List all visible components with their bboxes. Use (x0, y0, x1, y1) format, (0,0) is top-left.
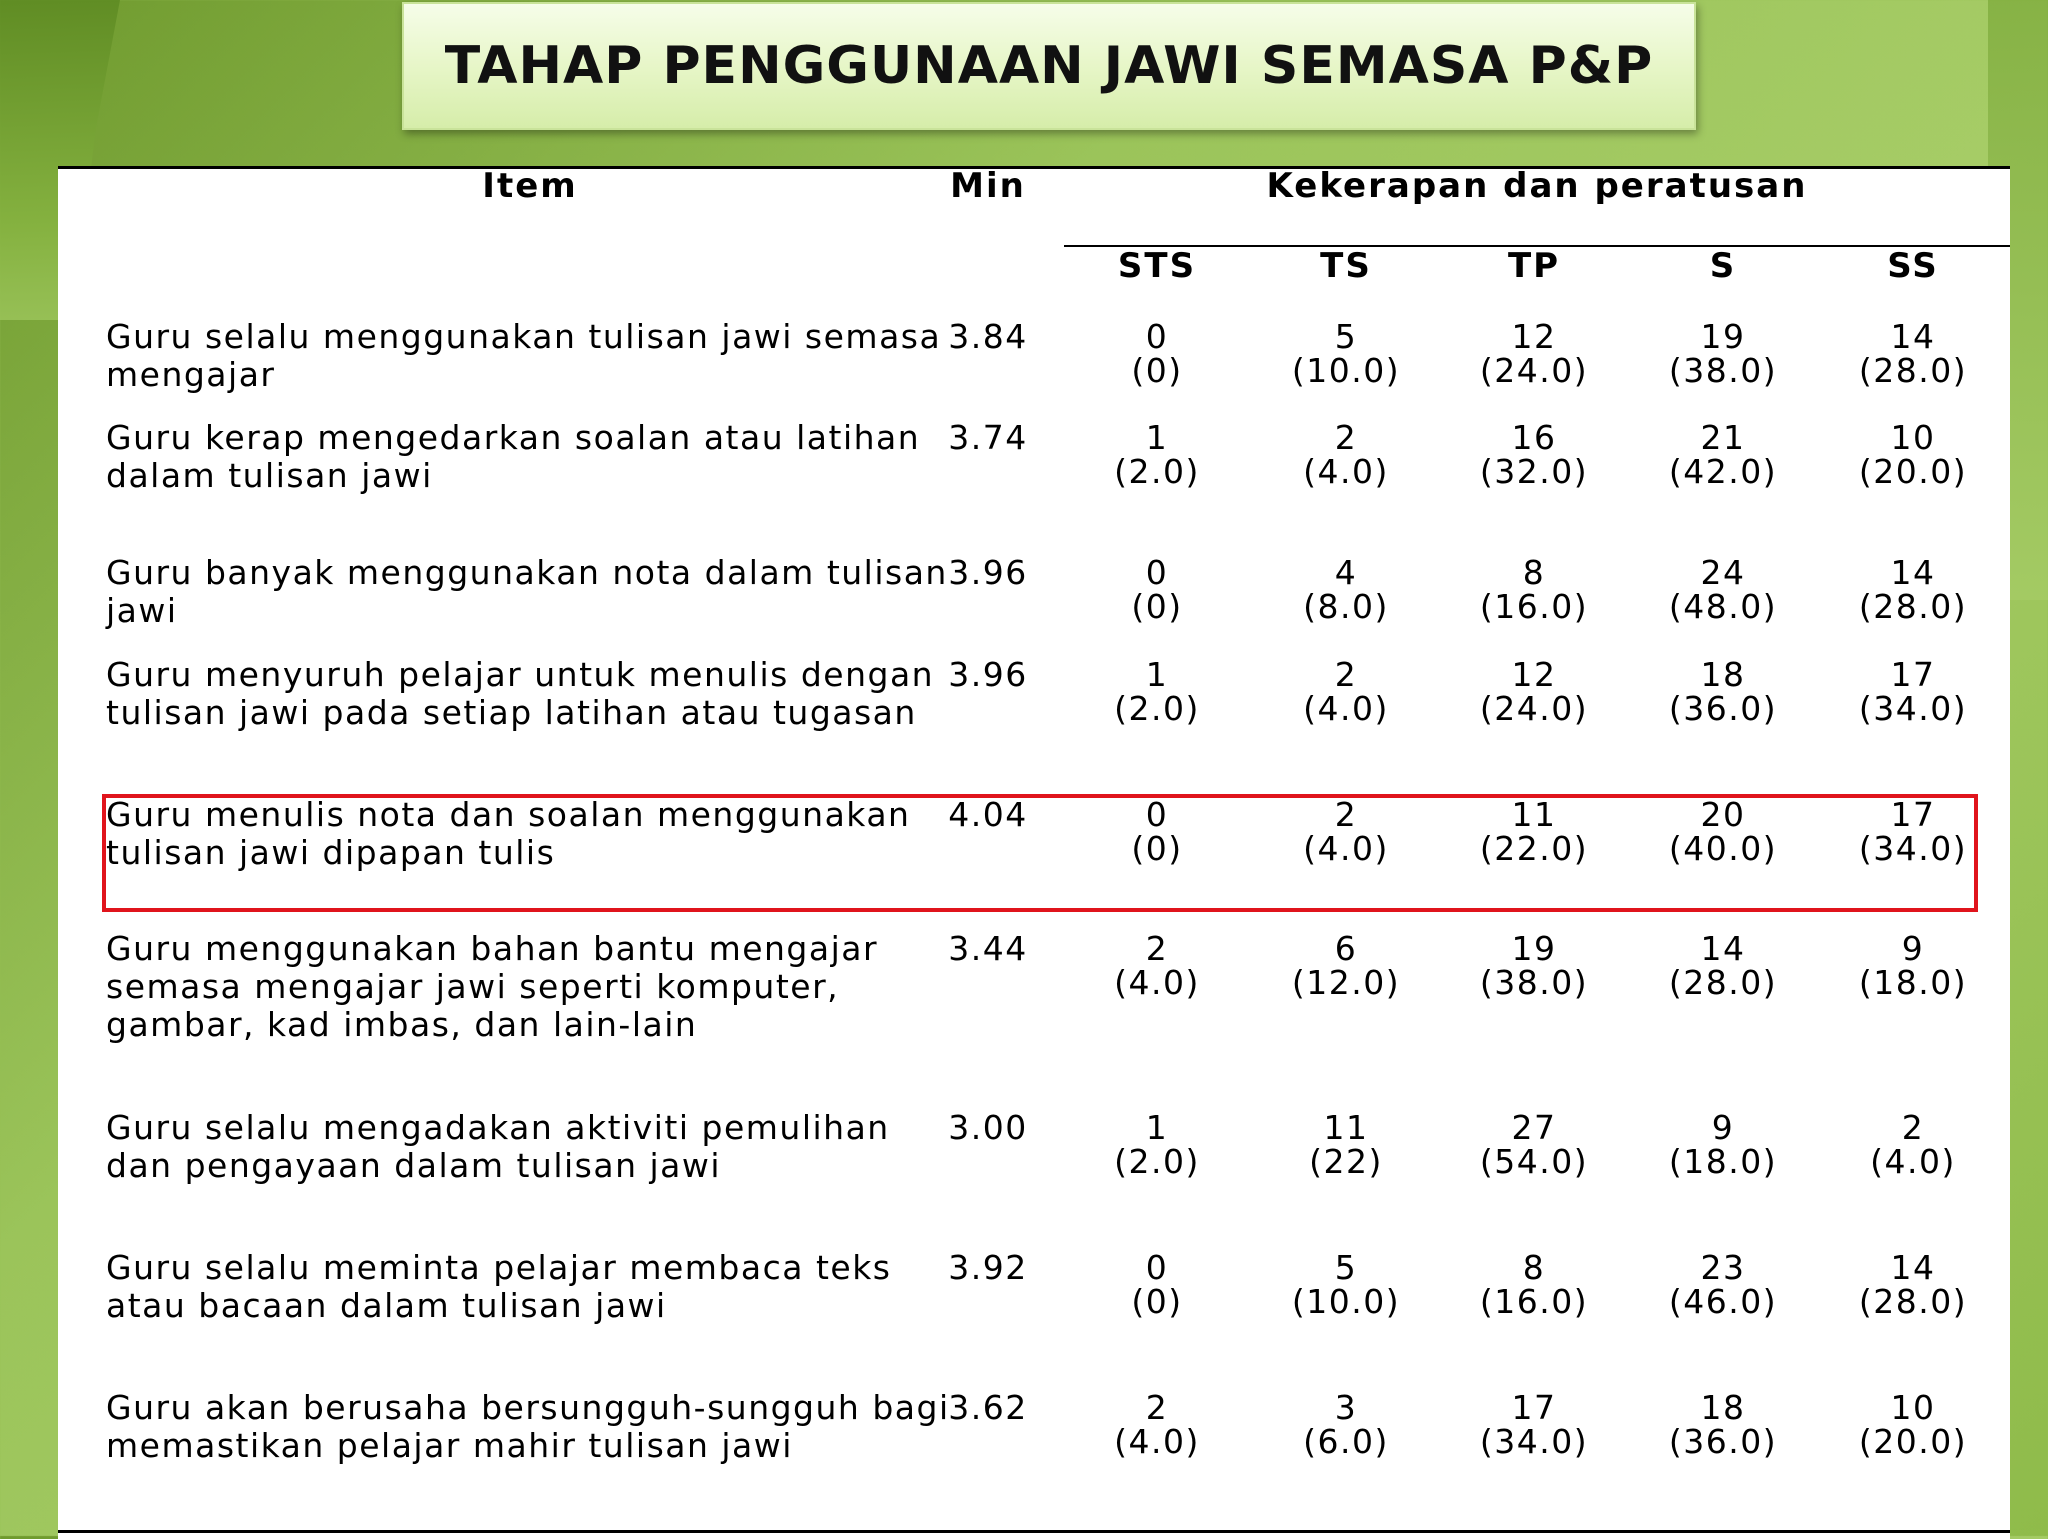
row-frequency-cell (1439, 1388, 1629, 1461)
row-frequency-cell (1818, 1108, 2008, 1181)
header-kekerapan: Kekerapan dan peratusan (1266, 166, 1808, 206)
row-frequency-cell (1628, 418, 1818, 491)
frequency-count: 2 (1334, 418, 1358, 457)
frequency-percent: (34.0) (1858, 689, 1968, 728)
frequency-percent: (0) (1131, 587, 1183, 626)
page-title: TAHAP PENGGUNAAN JAWI SEMASA P&P (444, 36, 1654, 96)
frequency-percent: (10.0) (1291, 1282, 1401, 1321)
frequency-count: 5 (1334, 1248, 1358, 1287)
row-frequency-cell (1439, 418, 1629, 491)
frequency-percent: (42.0) (1668, 452, 1778, 491)
frequency-percent: (20.0) (1858, 1422, 1968, 1461)
frequency-count: 10 (1890, 418, 1936, 457)
title-banner (402, 2, 1696, 130)
frequency-percent: (16.0) (1479, 1282, 1589, 1321)
row-frequency-cell (1439, 1248, 1629, 1321)
frequency-percent: (22) (1309, 1142, 1383, 1181)
frequency-percent: (0) (1131, 1282, 1183, 1321)
frequency-count: 11 (1323, 1108, 1369, 1147)
frequency-percent: (2.0) (1114, 689, 1200, 728)
frequency-count: 2 (1334, 655, 1358, 694)
frequency-count: 1 (1145, 1108, 1169, 1147)
header-s: S (1709, 246, 1737, 286)
frequency-count: 0 (1145, 1248, 1169, 1287)
row-frequency-cell (1062, 1108, 1252, 1181)
frequency-count: 9 (1901, 929, 1925, 968)
frequency-percent: (18.0) (1668, 1142, 1778, 1181)
frequency-count: 14 (1890, 553, 1936, 592)
frequency-count: 5 (1334, 317, 1358, 356)
row-min-value: 3.96 (948, 655, 1028, 694)
frequency-percent: (34.0) (1479, 1422, 1589, 1461)
frequency-percent: (28.0) (1858, 351, 1968, 390)
frequency-count: 8 (1522, 1248, 1546, 1287)
row-item-text: Guru selalu meminta pelajar membaca teks atau bacaan dalam tulisan jawi (106, 1248, 892, 1325)
row-frequency-cell (1251, 655, 1441, 728)
frequency-count: 3 (1334, 1388, 1358, 1427)
header-item: Item (482, 166, 578, 206)
frequency-percent: (4.0) (1114, 1422, 1200, 1461)
row-frequency-cell (1439, 1108, 1629, 1181)
row-frequency-cell (1818, 929, 2008, 1002)
frequency-count: 10 (1890, 1388, 1936, 1427)
frequency-percent: (24.0) (1479, 689, 1589, 728)
row-frequency-cell (1251, 553, 1441, 626)
frequency-percent: (4.0) (1303, 689, 1389, 728)
row-item-text: Guru banyak menggunakan nota dalam tulisan jawi (106, 553, 948, 630)
header-tp: TP (1507, 246, 1561, 286)
frequency-count: 8 (1522, 553, 1546, 592)
header-ts: TS (1320, 246, 1372, 286)
row-min-value: 4.04 (948, 795, 1028, 834)
frequency-count: 0 (1145, 553, 1169, 592)
row-frequency-cell (1062, 655, 1252, 728)
row-frequency-cell (1818, 655, 2008, 728)
frequency-count: 17 (1890, 655, 1936, 694)
frequency-percent: (12.0) (1291, 963, 1401, 1002)
frequency-count: 14 (1890, 1248, 1936, 1287)
row-frequency-cell (1062, 1248, 1252, 1321)
frequency-percent: (48.0) (1668, 587, 1778, 626)
frequency-count: 11 (1511, 795, 1557, 834)
row-item-text: Guru kerap mengedarkan soalan atau latihan dalam tulisan jawi (106, 418, 921, 495)
row-min-value: 3.00 (948, 1108, 1028, 1147)
frequency-percent: (28.0) (1858, 1282, 1968, 1321)
frequency-count: 17 (1890, 795, 1936, 834)
row-frequency-cell (1818, 317, 2008, 390)
frequency-count: 2 (1334, 795, 1358, 834)
frequency-percent: (40.0) (1668, 829, 1778, 868)
header-sts: STS (1117, 246, 1197, 286)
row-frequency-cell (1062, 1388, 1252, 1461)
frequency-percent: (46.0) (1668, 1282, 1778, 1321)
row-frequency-cell (1818, 1388, 2008, 1461)
row-min-value: 3.74 (948, 418, 1028, 457)
frequency-count: 27 (1511, 1108, 1557, 1147)
frequency-count: 0 (1145, 317, 1169, 356)
frequency-percent: (4.0) (1303, 452, 1389, 491)
frequency-count: 19 (1511, 929, 1557, 968)
frequency-count: 4 (1334, 553, 1358, 592)
frequency-percent: (0) (1131, 351, 1183, 390)
frequency-count: 12 (1511, 655, 1557, 694)
row-frequency-cell (1251, 1388, 1441, 1461)
row-frequency-cell (1439, 317, 1629, 390)
row-frequency-cell (1062, 929, 1252, 1002)
frequency-count: 16 (1511, 418, 1557, 457)
row-frequency-cell (1062, 317, 1252, 390)
row-min-value: 3.96 (948, 553, 1028, 592)
header-ss: SS (1887, 246, 1939, 286)
row-frequency-cell (1628, 655, 1818, 728)
row-item-text: Guru akan berusaha bersungguh-sungguh bagi memastikan pelajar mahir tulisan jawi (106, 1388, 950, 1465)
row-frequency-cell (1251, 929, 1441, 1002)
row-item-text: Guru selalu mengadakan aktiviti pemulihan dan pengayaan dalam tulisan jawi (106, 1108, 890, 1185)
frequency-percent: (20.0) (1858, 452, 1968, 491)
row-min-value: 3.44 (948, 929, 1028, 968)
row-frequency-cell (1251, 1108, 1441, 1181)
frequency-percent: (36.0) (1668, 1422, 1778, 1461)
frequency-count: 9 (1711, 1108, 1735, 1147)
frequency-count: 21 (1700, 418, 1746, 457)
frequency-count: 24 (1700, 553, 1746, 592)
frequency-count: 23 (1700, 1248, 1746, 1287)
row-item-text: Guru menggunakan bahan bantu mengajar semasa mengajar jawi seperti komputer, gambar, kad imbas, dan lain-lain (106, 929, 879, 1044)
frequency-percent: (10.0) (1291, 351, 1401, 390)
row-frequency-cell (1628, 929, 1818, 1002)
row-frequency-cell (1628, 1248, 1818, 1321)
row-frequency-cell (1628, 1388, 1818, 1461)
row-frequency-cell (1062, 418, 1252, 491)
frequency-percent: (2.0) (1114, 1142, 1200, 1181)
frequency-count: 12 (1511, 317, 1557, 356)
frequency-percent: (6.0) (1303, 1422, 1389, 1461)
row-frequency-cell (1251, 1248, 1441, 1321)
frequency-percent: (22.0) (1479, 829, 1589, 868)
frequency-count: 1 (1145, 418, 1169, 457)
row-frequency-cell (1818, 418, 2008, 491)
frequency-count: 2 (1145, 1388, 1169, 1427)
row-min-value: 3.62 (948, 1388, 1028, 1427)
row-frequency-cell (1251, 317, 1441, 390)
row-frequency-cell (1628, 553, 1818, 626)
frequency-percent: (4.0) (1114, 963, 1200, 1002)
row-min-value: 3.92 (948, 1248, 1028, 1287)
row-frequency-cell (1439, 655, 1629, 728)
row-frequency-cell (1439, 553, 1629, 626)
highlight-box (102, 794, 1978, 912)
row-item-text: Guru selalu menggunakan tulisan jawi semasa mengajar (106, 317, 942, 394)
frequency-percent: (16.0) (1479, 587, 1589, 626)
table-bottom-rule (58, 1530, 2010, 1533)
row-frequency-cell (1628, 1108, 1818, 1181)
frequency-percent: (38.0) (1668, 351, 1778, 390)
frequency-percent: (24.0) (1479, 351, 1589, 390)
frequency-percent: (32.0) (1479, 452, 1589, 491)
row-frequency-cell (1628, 317, 1818, 390)
frequency-percent: (2.0) (1114, 452, 1200, 491)
frequency-count: 14 (1890, 317, 1936, 356)
row-frequency-cell (1251, 418, 1441, 491)
row-min-value: 3.84 (948, 317, 1028, 356)
frequency-count: 20 (1700, 795, 1746, 834)
row-item-text: Guru menyuruh pelajar untuk menulis dengan tulisan jawi pada setiap latihan atau tugasan (106, 655, 935, 732)
frequency-count: 18 (1700, 1388, 1746, 1427)
frequency-percent: (4.0) (1870, 1142, 1956, 1181)
frequency-count: 0 (1145, 795, 1169, 834)
frequency-count: 6 (1334, 929, 1358, 968)
frequency-count: 14 (1700, 929, 1746, 968)
frequency-percent: (34.0) (1858, 829, 1968, 868)
row-frequency-cell (1818, 1248, 2008, 1321)
frequency-count: 19 (1700, 317, 1746, 356)
frequency-percent: (0) (1131, 829, 1183, 868)
row-frequency-cell (1439, 929, 1629, 1002)
row-frequency-cell (1062, 553, 1252, 626)
frequency-percent: (8.0) (1303, 587, 1389, 626)
header-min: Min (950, 166, 1026, 206)
frequency-count: 2 (1145, 929, 1169, 968)
frequency-percent: (36.0) (1668, 689, 1778, 728)
frequency-count: 1 (1145, 655, 1169, 694)
frequency-count: 17 (1511, 1388, 1557, 1427)
frequency-count: 2 (1901, 1108, 1925, 1147)
frequency-percent: (4.0) (1303, 829, 1389, 868)
row-item-text: Guru menulis nota dan soalan menggunakan tulisan jawi dipapan tulis (106, 795, 911, 872)
frequency-percent: (28.0) (1858, 587, 1968, 626)
frequency-percent: (38.0) (1479, 963, 1589, 1002)
frequency-percent: (28.0) (1668, 963, 1778, 1002)
frequency-percent: (18.0) (1858, 963, 1968, 1002)
frequency-percent: (54.0) (1479, 1142, 1589, 1181)
frequency-count: 18 (1700, 655, 1746, 694)
row-frequency-cell (1818, 553, 2008, 626)
